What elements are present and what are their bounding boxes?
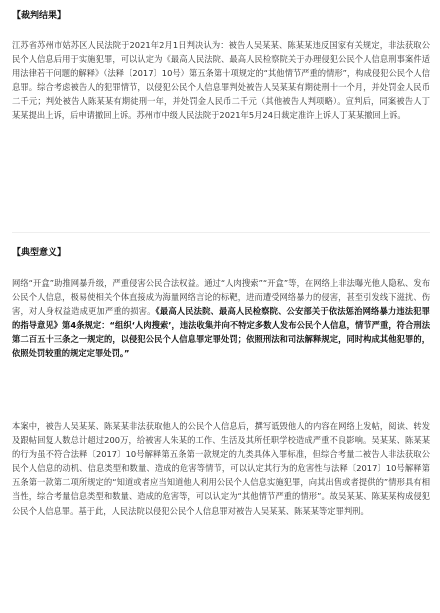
- significance-paragraph-1: [12, 276, 430, 361]
- section-label-significance: 【典型意义】: [12, 248, 67, 258]
- section-divider: [12, 232, 430, 233]
- section-label-judgment: 【裁判结果】: [12, 11, 67, 21]
- guidance-opinion-quote: 《最高人民法院、最高人民检察院、公安部关于依法惩治网络暴力违法犯罪的指导意见》第4条规定：“组织‘人肉搜索’，违法收集并向不特定多数人发布公民个人信息，情节严重，符合刑法第二百五十三条之一规定的，以侵犯公民个人信息罪定罪处罚；依照刑法和司法解释规定，同时构成其他犯罪的，依照处罚较重的规定定罪处罚。”: [12, 306, 430, 359]
- significance-paragraph-2: 本案中，被告人吴某某、陈某某非法获取他人的公民个人信息后，撰写诋毁他人的内容在网络上发帖，阅读、转发及跟帖回复人数总计超过200万，给被害人朱某的工作、生活及其所任职学校造成严重不良影响。吴某某、陈某某的行为虽不符合法释〔2017〕10号解释第五条第一款规定的九类具体入罪标准，但综合考量二被告人非法获取公民个人信息的动机、信息类型和数量、造成的危害等情节，可以认定其行为的危害性与法释〔2017〕10号解释第五条第一款第二项所规定的“知道或者应当知道他人利用公民个人信息实施犯罪，向其出售或者提供的”情形具有相当性，综合考量信息类型和数量、造成的危害等，可以认定为“其他情节严重的情形”。故吴某某、陈某某构成侵犯公民个人信息罪。基于此，人民法院以侵犯公民个人信息罪对被告人吴某某、陈某某等定罪判刑。: [12, 421, 430, 516]
- judgment-paragraph: 江苏省苏州市姑苏区人民法院于2021年2月1日判决认为：被告人吴某某、陈某某违反国家有关规定，非法获取公民个人信息后用于实施犯罪，可以认定为《最高人民法院、最高人民检察院关于办理侵犯公民个人信息刑事案件适用法律若干问题的解释》（法释〔2017〕10号）第五条第十项规定的“其他情节严重的情形”，构成侵犯公民个人信息罪。综合考虑被告人的犯罪情节，以侵犯公民个人信息罪判处被告人吴某某有期徒刑十一个月，并处罚金人民币二千元；判处被告人陈某某有期徒刑一年，并处罚金人民币二千元（其他被告人判项略）。宣判后，同案被告人丁某某提出上诉，后申请撤回上诉。苏州市中级人民法院于2021年5月24日裁定准许上诉人丁某某撤回上诉。: [12, 40, 430, 121]
- significance-intro-text: 网络“开盒”助推网暴升级，严重侵害公民合法权益。通过“人肉搜索”“开盒”等，在网络上非法曝光他人隐私、发布公民个人信息，极易使相关个体直接成为海量网络言论的标靶，进而遭受网络暴力的侵害，甚至引发线下滋扰、伤害，对人身权益造成更加严重的损害。: [12, 278, 430, 317]
